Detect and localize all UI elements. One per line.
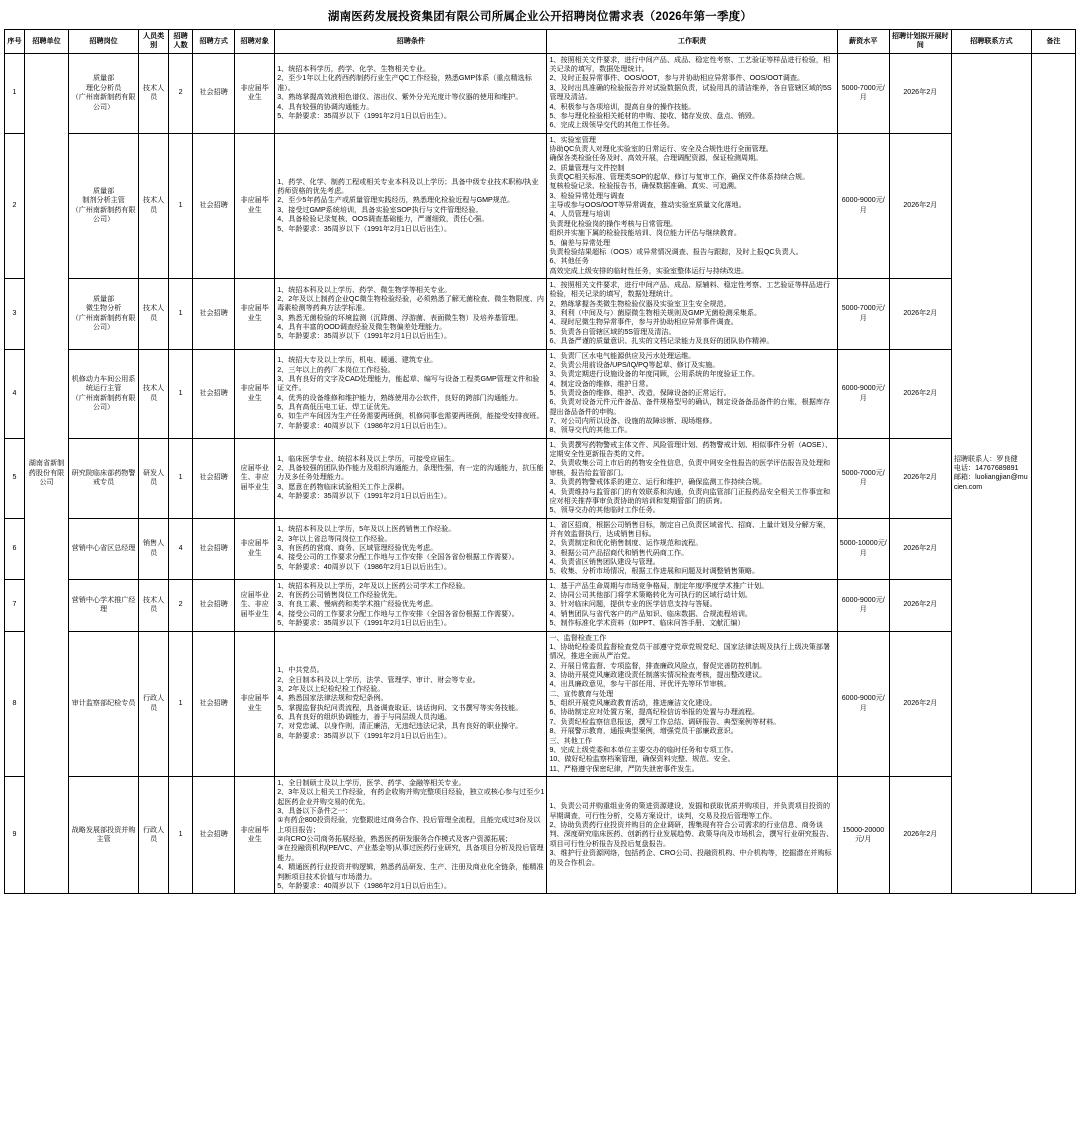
cell-post: 质量部 制剂分析主管 （广州南新制药有限公司） [69, 133, 139, 278]
cell-count: 1 [169, 349, 193, 438]
cell-unit-merged: 湖南省新制药股份有限公司 [25, 53, 69, 894]
cell-method: 社会招聘 [193, 53, 235, 133]
cell-conditions: 1、临床医学专业、统招本科及以上学历，可接受应届生。 2、具备较强的团队协作能力及组织沟通能力，条理性强，有一定的沟通能力，抗压能力及多任务处理能力。 3、愿意在药物临床试验相关工作上深耕。 4、年龄要求：35周岁以下（1991年2月1日以后出生）。 [275, 438, 547, 518]
th-duties: 工作职责 [547, 30, 837, 54]
cell-method: 社会招聘 [193, 579, 235, 631]
cell-target: 应届毕业生、非应届毕业生 [235, 579, 275, 631]
cell-plan-time: 2026年2月 [889, 278, 951, 349]
table-body [5, 53, 1076, 894]
cell-plan-time: 2026年2月 [889, 776, 951, 893]
th-salary: 薪资水平 [837, 30, 889, 54]
th-plan-time: 招聘计划拟开展时间 [889, 30, 951, 54]
cell-conditions: 1、药学、化学、制药工程或相关专业本科及以上学历；具备中级专业技术职称/执业药师资格的优先考虑。 2、至少5年药品生产或质量管理实践经历，熟悉理化检验近程与GMP规范。 3、接受过GMP系统培训，具备实验室SOP执行与文件管理经验。 4、具备检验记录复核、OOS调查基础能力，严谨细致，责任心强。 5、年龄要求：35周岁以下（1991年2月1日以后出生）。 [275, 133, 547, 278]
cell-method: 社会招聘 [193, 133, 235, 278]
th-remark: 备注 [1031, 30, 1075, 54]
page-title: 湖南医药发展投资集团有限公司所属企业公开招聘岗位需求表（2026年第一季度） [327, 11, 753, 23]
cell-method: 社会招聘 [193, 631, 235, 776]
cell-salary: 5000-10000元/月 [837, 518, 889, 579]
cell-post: 质量部 理化分析员 （广州南新制药有限公司） [69, 53, 139, 133]
cell-index: 7 [5, 579, 25, 631]
cell-index: 4 [5, 349, 25, 438]
th-post: 招聘岗位 [69, 30, 139, 54]
cell-count: 2 [169, 579, 193, 631]
cell-target: 非应届毕业生 [235, 133, 275, 278]
cell-target: 非应届毕业生 [235, 349, 275, 438]
cell-salary: 5000-7000元/月 [837, 278, 889, 349]
table-row [5, 631, 1076, 776]
cell-duties: 1、基于产品生命周期与市场竞争格局，制定年度/季度学术推广计划。 2、协同公司其他部门将学术策略转化为可执行的区域行动计划。 3、针对临床问题，提供专业的医学信息支持与答疑。 4、销售团队与省代客户的产品知识、临床数据、合规流程培训。 5、制作标准化学术资料（如PPT、临床问答手册、文献汇编） [547, 579, 837, 631]
cell-count: 4 [169, 518, 193, 579]
cell-post: 机修动力车间公用系统运行主管 （广州南新制药有限公司） [69, 349, 139, 438]
cell-count: 1 [169, 278, 193, 349]
cell-index: 9 [5, 776, 25, 893]
cell-category: 技术人员 [139, 349, 169, 438]
cell-salary: 5000-7000元/月 [837, 438, 889, 518]
cell-category: 销售人员 [139, 518, 169, 579]
cell-duties: 1、按照相关文件要求，进行中间产品、成品、稳定性考察、工艺验证等样品进行检验，相关记录的填写，数据处理统计。 2、及时正报异常事件、OOS/OOT，参与并协助相应异常事件、OOS/OOT调查。 3、及时出具准确的检验报告并对试验数据负责，试验用具的清洁维养，各自管辖区域的5S管理及清洁。 4、积极参与各项培训，提高自身的操作技能。 5、参与理化检验相关耗材的申购、接收、储存发放、盘点、销毁。 6、完成上级领导交代的其他工作任务。 [547, 53, 837, 133]
cell-index: 6 [5, 518, 25, 579]
cell-target: 非应届毕业生 [235, 53, 275, 133]
cell-category: 技术人员 [139, 278, 169, 349]
cell-post: 营销中心省区总经理 [69, 518, 139, 579]
cell-conditions: 1、统招大专及以上学历，机电、暖通、建筑专业。 2、三年以上的药厂本岗位工作经验。 3、具有良好的文字及CAD处理能力，能起草、编写与设备工程类GMP管理文件和验证文件。 4、优秀的设备维修和维护能力，熟练使用办公软件，良好的跨部门沟通能力。 5、具有高低压电工证、焊工证优先。 6、如生产车间因为生产任务需要两班倒，机修同事也需要两班倒，能接受安排夜班。 7、年龄要求：40周岁以下（1986年2月1日以后出生）。 [275, 349, 547, 438]
cell-target: 非应届毕业生 [235, 776, 275, 893]
table-row [5, 349, 1076, 438]
cell-index: 3 [5, 278, 25, 349]
th-index: 序号 [5, 30, 25, 54]
th-unit: 招聘单位 [25, 30, 69, 54]
table-row [5, 438, 1076, 518]
table-header-row [5, 30, 1076, 54]
cell-post: 质量部 微生物分析 （广州南新制药有限公司） [69, 278, 139, 349]
cell-index: 8 [5, 631, 25, 776]
cell-duties: 1、省区招商，根据公司销售目标，制定自己负责区域省代、招商、上量计划及分解方案，并有效监督执行，达成销售目标。 2、负责制定和优化销售制度、运作规范和流程。 3、根据公司产品招商代和销售代码商工作。 4、负责省区销售团队建设与管理。 5、收集、分析市场情况，根据工作进展和问题及时调整销售策略。 [547, 518, 837, 579]
cell-method: 社会招聘 [193, 349, 235, 438]
cell-plan-time: 2026年2月 [889, 349, 951, 438]
cell-plan-time: 2026年2月 [889, 133, 951, 278]
cell-target: 非应届毕业生 [235, 631, 275, 776]
cell-conditions: 1、统招本科学历，药学、化学、生物相关专业。 2、至少1年以上化药西药制药行业生产QC工作经验，熟悉GMP体系（重点精选标准）。 3、熟练掌握高效液相色谱仪、溶出仪、紫外分光光度计等仪器的使用和维护。 4、具有较强的协调沟通能力。 5、年龄要求：35周岁以下（1991年2月1日以后出生）。 [275, 53, 547, 133]
cell-category: 研发人员 [139, 438, 169, 518]
cell-plan-time: 2026年2月 [889, 53, 951, 133]
cell-method: 社会招聘 [193, 278, 235, 349]
cell-count: 1 [169, 438, 193, 518]
cell-index: 2 [5, 133, 25, 278]
cell-duties: 1、负责撰写药物警戒主体文件、风险管理计划、药物警戒计划、相似事件分析（AOSE）、定期安全性更新报告类的文件。 2、负责收集公司上市后的药物安全性信息，负责中网安全性报告的医学评估报告及处理和审核，报告给监管部门。 3、负责药物警戒体系的建立、运行和维护，确保监测工作持续合规。 4、负责维持与监管部门的有效联系和沟通，负责向监管部门正报药品安全相关工作事宜和应对相关推荐事审负责协助的培训和复期管部门的质询。 5、领导交办的其他临时工作任务。 [547, 438, 837, 518]
cell-post: 研究院临床部药物警戒专员 [69, 438, 139, 518]
cell-conditions: 1、中共党员。 2、全日制本科及以上学历，法学、管理学、审计、财会等专业。 3、2年及以上纪检纪检工作经验。 4、熟悉国家法律法规和党纪条例。 5、掌握监督执纪问责流程，具备调查取证、谈话询问、文书撰写等实务技能。 6、具有良好的组织协调能力，善于与同层级人员沟通。 7、对党忠诚、以身作则，清正廉洁，无违纪违法记录，具有良好的职业操守。 8、年龄要求：35周岁以下（1991年2月1日以后出生）。 [275, 631, 547, 776]
cell-category: 技术人员 [139, 133, 169, 278]
cell-salary: 6000-9000元/月 [837, 349, 889, 438]
cell-plan-time: 2026年2月 [889, 438, 951, 518]
cell-target: 应届毕业生、非应届毕业生 [235, 438, 275, 518]
cell-duties: 1、按照相关文件要求，进行中间产品、成品、原辅料、稳定性考察、工艺验证等样品进行检验，相关记录的填写，数据处理统计。 2、熟练掌握各类微生物检验仪器及实验室卫生安全规范。 3、利利（中间及与）菌原微生物相关规则及GMP无菌检测采集系。 4、现时尼微生物异常事件，参与并协助相应异常事件调查。 5、负责各自管辖区域的5S管理及清洁。 6、具备严谨的质量意识、扎实的文档记录能力及良好的团队协作精神。 [547, 278, 837, 349]
cell-count: 1 [169, 776, 193, 893]
cell-plan-time: 2026年2月 [889, 518, 951, 579]
cell-plan-time: 2026年2月 [889, 579, 951, 631]
cell-conditions: 1、统招本科及以上学历，5年及以上医药销售工作经验。 2、3年以上省总等同岗位工作经验。 3、有医药的营商、商务、区域管理经验优先考虑。 4、接受公司的工作要求分配工作地与工作安排（全国各省份根据工作需要）。 5、年龄要求：40周岁以下（1986年2月1日以后出生）。 [275, 518, 547, 579]
cell-salary: 5000-7000元/月 [837, 53, 889, 133]
cell-salary: 6000-9000元/月 [837, 579, 889, 631]
cell-index: 5 [5, 438, 25, 518]
cell-duties: 一、监督检查工作 1、协助纪检委员监督检查党员干部遵守党章党规党纪、国家法律法规及执行上级决策部署情况，推进全面从严治党。 2、开展日常监督、专项监督，排查廉政风险点，督促完善防控机制。 3、协助开展党风廉政建设责任制落实情况检查考核，提出整改建议。 4、出具廉政意见，参与干部任用、评优评先等环节审核。 二、宣传教育与处理 5、组织开展党风廉政教育活动，推进廉洁文化建设。 6、协助制定应对处置方案，提高纪检信访举报的处置与办理流程。 7、负责纪检监察信息报送，撰写工作总结、调研报告、典型案例等材料。 8、开展警示教育，通报典型案例，增强党员干部廉政意识。 三、其他工作 9、完成上级党委和本单位主要交办的临时任务和专项工作。 10、做好纪检监察档案管理，确保资料完整、规范、安全。 11、严格遵守保密纪律，严防失泄密事件发生。 [547, 631, 837, 776]
cell-count: 1 [169, 133, 193, 278]
cell-post: 审计监察部纪检专员 [69, 631, 139, 776]
cell-duties: 1、负责公司并购重组业务的策进资源建设，发掘和获取优质并购项目，并负责项目投资的早期调查，可行性分析，交易方案设计，谈判，交易及投后管理等工作。 2、协助负责药行业投资并购目的企业调研，搜集现有符合公司需求的行业信息、商务谈判、深度研究临床医药、创新药行业发展趋势、政策导向及市场机会，撰写行业研究报告、项目可行性分析报告及投后复盘报告。 3、维护行业资源网络，包括药企、CRO公司、投融资机构、中介机构等，挖掘潜在并购标的及合作机会。 [547, 776, 837, 893]
cell-contact-merged: 招聘联系人：罗良健 电话：14767689891 邮箱：luoliangjian@mucien.com [951, 53, 1031, 894]
th-target: 招聘对象 [235, 30, 275, 54]
cell-salary: 15000-20000元/月 [837, 776, 889, 893]
th-category: 人员类别 [139, 30, 169, 54]
cell-conditions: 1、统招本科及以上学历，2年及以上医药公司学术工作经验。 2、有医药公司销售岗位工作经验优先。 3、有良工素、慢病药和类学术推广经验优先考虑。 4、接受公司的工作要求分配工作地与工作安排（全国各省份根据工作需要）。 5、年龄要求：35周岁以下（1991年2月1日以后出生）。 [275, 579, 547, 631]
cell-method: 社会招聘 [193, 518, 235, 579]
table-row [5, 518, 1076, 579]
cell-post: 营销中心学术推广经理 [69, 579, 139, 631]
cell-method: 社会招聘 [193, 776, 235, 893]
cell-conditions: 1、统招本科及以上学历、药学、微生物学等相关专业。 2、2年及以上制药企业QC微生物检验经验，必须熟悉了解无菌检查、微生物限度、内毒素检测等药典方法学标准。 3、熟悉无菌检验的环境监测（沉降菌、浮游菌、表面微生物）及培养基管理。 4、具有丰富的OOD调查经验及微生物偏差处理能力。 5、年龄要求：35周岁以下（1991年2月1日以后出生）。 [275, 278, 547, 349]
cell-category: 技术人员 [139, 53, 169, 133]
cell-category: 行政人员 [139, 631, 169, 776]
cell-duties: 1、实验室管理 协助QC负责人对理化实验室的日常运行、安全及合规性进行全面管理。 确保各类检验任务及时、高效开展，合理调配资源，保证检测周期。 2、质量管理与文件控制 负责QC相关标准、管理类SOP的起草、修订与复审工作，确保文件体系持续合规。 复核检验记录、检验报告书，确保数据准确、真实、可追溯。 3、检验异常处理与调查 主导或参与OOS/OOT等异常调查，推动实验室质量文化落地。 4、人员管理与培训 负责理化检验岗的操作考核与日常管理。 组织并实施下属的检验技能培训、岗位能力评估与继续教育。 5、偏差与异常处理 负责检验结果超标（OOS）或异常情况调查、报告与跟踪，及时上报QC负责人。 6、其他任务 高效完成上级安排的临时性任务，实验室整体运行与持续改进。 [547, 133, 837, 278]
th-contact: 招聘联系方式 [951, 30, 1031, 54]
cell-salary: 6000-9000元/月 [837, 133, 889, 278]
table-row [5, 776, 1076, 893]
cell-count: 2 [169, 53, 193, 133]
table-row [5, 53, 1076, 133]
cell-remark-merged [1031, 53, 1075, 894]
table-row [5, 133, 1076, 278]
cell-method: 社会招聘 [193, 438, 235, 518]
cell-target: 非应届毕业生 [235, 518, 275, 579]
cell-category: 技术人员 [139, 579, 169, 631]
recruitment-table [4, 29, 1076, 894]
th-conditions: 招聘条件 [275, 30, 547, 54]
table-row [5, 579, 1076, 631]
cell-post: 战略发展部投资并购主管 [69, 776, 139, 893]
cell-category: 行政人员 [139, 776, 169, 893]
cell-plan-time: 2026年2月 [889, 631, 951, 776]
cell-duties: 1、负责厂区水电气能源供应及污水处理运维。 2、负责公用前设备/UPS/IQ/PQ等起草、修订及实施。 3、负责定期进行设施设备的年度同顾，公用系统的年度验证工作。 4、制定设备的维修、维护日常。 5、负责设备的维修、维护、改造，保障设备的正常运行。 6、负责对设备元件元件备品、备件规格型号的确认，制定设备备品备件的台账，根据库存提出备品备件的申购。 7、对公司内所以设备、设施的故障诊断、现场维修。 8、领导交代的其他工作。 [547, 349, 837, 438]
th-count: 招聘人数 [169, 30, 193, 54]
th-method: 招聘方式 [193, 30, 235, 54]
cell-count: 1 [169, 631, 193, 776]
cell-target: 非应届毕业生 [235, 278, 275, 349]
cell-conditions: 1、全日制硕士及以上学历，医学、药学、金融等相关专业。 2、3年及以上相关工作经验，有药企收购并购完整项目经验，独立或核心参与过至少1起医药企业并购交易的优先。 3、具备以下条件之一： ①有药企800投资经验，完整跟进过商务合作、投后管理全流程，且能完成过3份及以上项目报告； ②向CRO公司商务拓展经验，熟悉医药研发服务合作模式及客户资源拓展； ③在投融资机构(PE/VC、产业基金等)从事过医药行业研究，具备项目分析及投后管理能力。 4、精通医药行业投资并购逻辑，熟悉药品研发、生产、注册及商业化全链条，能精准判断项目技术价值与市场潜力。 5、年龄要求：40周岁以下（1986年2月1日以后出生）。 [275, 776, 547, 893]
cell-salary: 6000-9000元/月 [837, 631, 889, 776]
cell-index: 1 [5, 53, 25, 133]
table-row [5, 278, 1076, 349]
